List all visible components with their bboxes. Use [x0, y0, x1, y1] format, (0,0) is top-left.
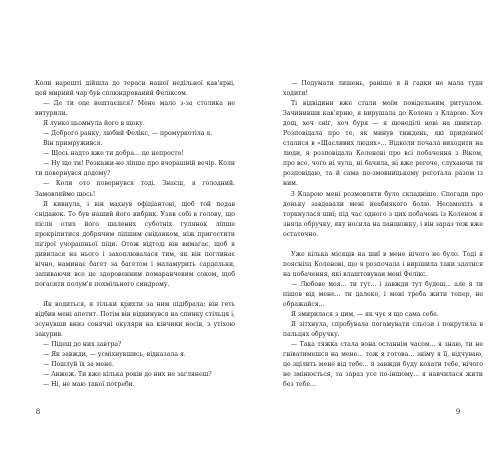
paragraph: — Пошлуй їх за мене. [43, 361, 114, 369]
paragraph: — Коли ото повернувся тоді. Знаєш, я голодний. Замовляймо щось! [35, 180, 235, 198]
right-page [250, 0, 500, 450]
paragraph: Я зітхнула, спробувала погамувати сльози і покрутила в пальцях обручку. [283, 321, 483, 339]
paragraph: — Любове моя... ти тут... і завжди тут будеш... але я ти пішов від мене... ти далеко, і мені треба жити тепер, не ображайся... [283, 280, 483, 308]
paragraph: Я лунко цьомнула його в щоку. [43, 120, 145, 128]
paragraph: Він примружився. [43, 140, 103, 148]
right-page-text [283, 79, 483, 390]
page-number: 9 [455, 407, 461, 416]
paragraph: — Щось надто вже ти добра... це непросто! [43, 150, 184, 158]
paragraph: Ті відвідини вже стали моїм повідельним ритуалом. Зачинивши кав'ярню, я вирушала до Колена з Кларою. Хоч дощ, хоч сніг, хоч буря — я щонеділі нові на цвинтар. Розповідала про те, як минув тиждень, які приденної сталися в «Щасливих людях»... Відколи почала виходити на люди, я розповідала Коленові про всі побачення з Віком, про все, чого ні чула, ні бачила, ні вже регоче, слухаючи ти розповідаю, та й сама по-змовницькому реготала разом із ним. [283, 100, 483, 188]
paragraph: — Ні, не маю такої потреби. [43, 381, 135, 389]
paragraph: — Як завжди, — усміхнувшись, відказала я. [43, 351, 186, 359]
paragraph: Я змирилася з цим, — як чує я що сама себе. [291, 311, 439, 319]
paragraph: — Де ти оце вештаєшся? Мене мало з-за столика не витурили. [35, 100, 235, 118]
paragraph: — Авжеж. Ти вже кілька років до них не заглянеш? [43, 371, 212, 379]
left-page-text [35, 79, 235, 390]
page-number: 8 [35, 407, 41, 416]
paragraph: — Ну що ти! Розкажи-но ліпше про вчорашній вечір. Коли ти повернувся додому? [35, 160, 235, 178]
paragraph: — Така тяжка стала вона останнім часом... я знаю, ти не гніватимешся на мене... тож я готова... зніму я її, відчуваю, це зцілить мене від тебе... я завжди буду кохати тебе, нічого не змінюється, та зараз усе по-іншому... я навчилася жити без тебе... [283, 341, 483, 389]
paragraph: Коли нарешті дійшла до тераси нашої недільної кав'ярні, цей мирний чар був сплюндрований Феліксом. [35, 80, 235, 98]
paragraph: — Доброго ранку, любий Фелікс, — промуркотіла я. [43, 130, 213, 138]
paragraph: З Кларою мені розмовляти було складніше. Спогади про доньку завдавали мені неабиякого болю. Несамохіть я торкнулася шиї; під час одного з цих побачень із Коленом я зняла обручку, яку носила на ланцюжку, і він зараз теж вже остаточно. [283, 190, 483, 238]
paragraph: — Подумати лишень, раніше я й гадки не мала туди ходити! [283, 80, 483, 98]
paragraph: Я кивнула, і він махнув офіціантові, щоб той подав сніданок. То був наший його вибрик. Узяв собі в голову, що після отих його шалених суботніх гулянок ліпше прокріпитися добрячим ліпшим сніданком, ніж пригостити пігірої учорашньої піци. Отож відтоді він вимагає, щоб я дивилася на нього і захоплювалася тим, як він поглинає вічно, наминає багет за багетом і маламурить сардельки, запиваючи все це здоровенним помаранчевим соком, щоб погасити полум'я похмільного синдрому. [35, 200, 235, 288]
paragraph: Як водиться, я тільки крихти за ним підібрала; він геть відбив мені апетит. Потім він відкинувся на спинку стільця і, зсунувши вниз сонячні окуляри на кінчики носів, з утіхою закурив. [35, 300, 235, 339]
paragraph: — Підеш до них завтра? [43, 341, 122, 349]
paragraph: Уже кілька місяців на шиї в мене нічого не було. Тоді я поясніла Коленові, що я розпочала і вирішила таки здатися на побачення, які влаштовуваи мені Фелікс. [283, 250, 483, 278]
